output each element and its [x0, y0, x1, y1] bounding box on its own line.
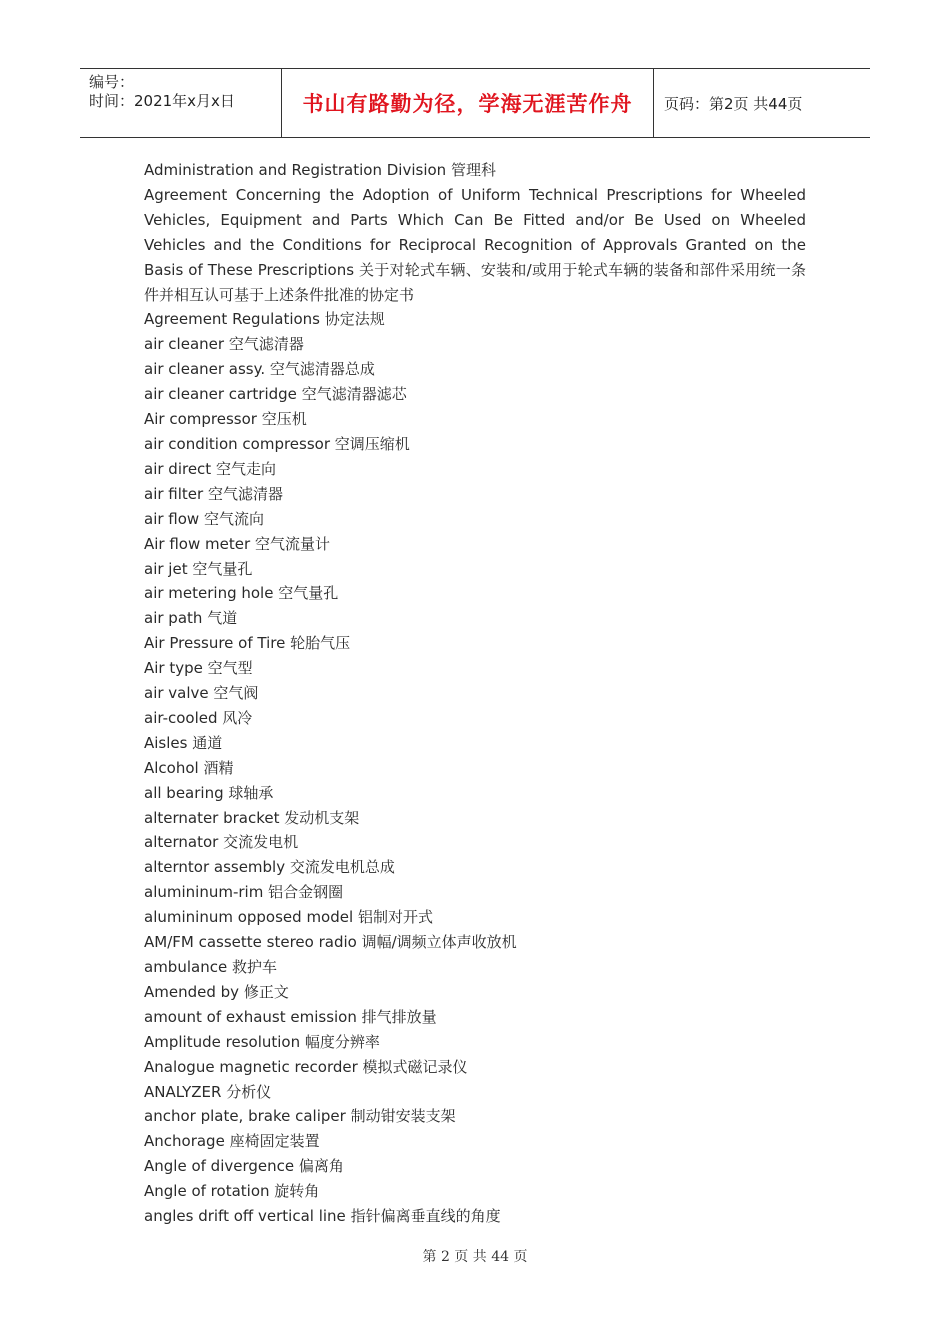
entry-chinese-term: 通道 — [192, 733, 223, 752]
document-number-label: 编号： — [89, 73, 135, 91]
glossary-entry — [144, 756, 806, 781]
entry-english-term: Air type — [144, 659, 203, 678]
entry-english-term: air path — [144, 609, 203, 628]
glossary-entry — [144, 855, 806, 880]
entry-chinese-term: 管理科 — [450, 161, 496, 179]
entry-chinese-term: 气道 — [207, 609, 238, 628]
entry-english-term: air-cooled — [144, 708, 218, 727]
entry-chinese-term: 修正文 — [243, 982, 289, 1001]
entry-english-term: Angle of divergence — [144, 1157, 295, 1176]
entry-chinese-term: 空气型 — [207, 659, 253, 678]
glossary-entry — [144, 507, 806, 532]
entry-english-term: Air Pressure of Tire — [144, 634, 286, 653]
entry-english-term: angles drift off vertical line — [144, 1207, 346, 1226]
entry-chinese-term: 救护车 — [231, 958, 277, 976]
glossary-entry — [144, 955, 806, 980]
glossary-entry — [144, 457, 806, 482]
entry-english-term: air cleaner cartridge — [144, 385, 297, 404]
entry-chinese-term: 空气滤清器总成 — [269, 360, 375, 379]
header-meta — [80, 69, 281, 137]
entry-chinese-term: 制动钳安装支架 — [350, 1107, 456, 1126]
entry-english-term: air direct — [144, 459, 212, 478]
glossary-entry — [144, 830, 806, 855]
entry-chinese-term: 空气流向 — [203, 509, 264, 528]
glossary-entry — [144, 158, 806, 183]
glossary-entry — [144, 631, 806, 656]
entry-chinese-term: 空调压缩机 — [334, 434, 410, 453]
glossary-entry — [144, 930, 806, 955]
entry-chinese-term: 空气滤清器 — [228, 335, 304, 354]
page-header — [80, 68, 870, 138]
header-page-info: 页码：第2页 共44页 — [664, 94, 803, 113]
glossary-entry — [144, 357, 806, 382]
glossary-entry — [144, 606, 806, 631]
entry-english-term: alumininum-rim — [144, 883, 264, 902]
entry-chinese-term: 指针偏离垂直线的角度 — [350, 1207, 501, 1226]
entry-english-term: Agreement Concerning the Adoption of Uniform Technical Prescriptions for Wheeled Vehicles, Equipment and Parts Which Can Be Fitted and/or Be Used on Wheeled Vehicles and the Conditions for Reciprocal Recognition of Approvals Granted on the Basis of These Prescriptions — [144, 185, 806, 279]
entry-english-term: amount of exhaust emission — [144, 1007, 357, 1026]
entry-english-term: air condition compressor — [144, 434, 331, 453]
header-page-info-cell — [654, 69, 870, 137]
glossary-entry — [144, 557, 806, 582]
glossary-entry — [144, 183, 806, 308]
footer-page-number: 第 2 页 共 44 页 — [422, 1249, 528, 1265]
glossary-entry — [144, 656, 806, 681]
glossary-entry — [144, 581, 806, 606]
entry-chinese-term: 空气量孔 — [192, 559, 253, 578]
entry-english-term: ambulance — [144, 958, 228, 976]
glossary-entry — [144, 1080, 806, 1105]
entry-english-term: ANALYZER — [144, 1082, 222, 1101]
entry-chinese-term: 风冷 — [222, 708, 253, 727]
entry-chinese-term: 空气量孔 — [278, 584, 339, 603]
entry-chinese-term: 空气滤清器滤芯 — [301, 385, 407, 404]
entry-english-term: Administration and Registration Division — [144, 161, 447, 179]
glossary-entry — [144, 905, 806, 930]
entry-english-term: AM/FM cassette stereo radio — [144, 933, 357, 952]
glossary-entry — [144, 332, 806, 357]
entry-chinese-term: 调幅/调频立体声收放机 — [361, 933, 517, 952]
glossary-entry — [144, 1104, 806, 1129]
entry-chinese-term: 空气阀 — [213, 684, 259, 703]
entry-chinese-term: 偏离角 — [298, 1157, 344, 1176]
glossary-entry — [144, 980, 806, 1005]
glossary-entry — [144, 781, 806, 806]
entry-chinese-term: 幅度分辨率 — [304, 1032, 380, 1051]
glossary-entry — [144, 1005, 806, 1030]
entry-chinese-term: 空气走向 — [215, 459, 276, 478]
entry-english-term: Air flow meter — [144, 534, 251, 553]
header-motto-cell — [281, 69, 654, 137]
entry-english-term: alternator — [144, 833, 219, 852]
entry-chinese-term: 交流发电机总成 — [289, 858, 395, 877]
document-date: 时间：2021年x月x日 — [89, 92, 235, 110]
glossary-entry — [144, 731, 806, 756]
glossary-entry — [144, 880, 806, 905]
entry-english-term: alternater bracket — [144, 808, 280, 827]
entry-english-term: Amended by — [144, 982, 240, 1001]
entry-chinese-term: 空气滤清器 — [207, 484, 283, 503]
entry-english-term: Agreement Regulations — [144, 310, 320, 329]
glossary-entry — [144, 482, 806, 507]
glossary-entry — [144, 1154, 806, 1179]
glossary-entry — [144, 407, 806, 432]
entry-chinese-term: 关于对轮式车辆、安装和/或用于轮式车辆的装备和部件采用统一条件并相互认可基于上述条件批准的协定书 — [144, 260, 806, 304]
entry-chinese-term: 交流发电机 — [223, 833, 299, 852]
entry-english-term: Angle of rotation — [144, 1182, 270, 1201]
entry-english-term: air jet — [144, 559, 188, 578]
entry-chinese-term: 空气流量计 — [254, 534, 330, 553]
entry-english-term: Air compressor — [144, 410, 257, 429]
entry-english-term: air flow — [144, 509, 200, 528]
entry-chinese-term: 协定法规 — [324, 310, 385, 329]
entry-chinese-term: 分析仪 — [226, 1082, 272, 1101]
entry-english-term: air cleaner — [144, 335, 229, 354]
glossary-entry — [144, 532, 806, 557]
glossary-entry — [144, 806, 806, 831]
glossary-entry — [144, 1204, 806, 1229]
entry-english-term: alterntor assembly — [144, 858, 286, 877]
entry-chinese-term: 球轴承 — [228, 783, 274, 802]
entry-english-term: all bearing — [144, 783, 224, 802]
entry-chinese-term: 铝制对开式 — [357, 908, 433, 927]
glossary-entry — [144, 1129, 806, 1154]
entry-chinese-term: 空压机 — [261, 410, 307, 429]
entry-english-term: alumininum opposed model — [144, 908, 354, 927]
glossary-entry — [144, 681, 806, 706]
glossary-entry — [144, 432, 806, 457]
glossary-entry — [144, 1030, 806, 1055]
entry-chinese-term: 轮胎气压 — [290, 634, 351, 653]
entry-english-term: Aisles — [144, 733, 188, 752]
entry-chinese-term: 旋转角 — [274, 1182, 320, 1201]
entry-chinese-term: 模拟式磁记录仪 — [362, 1057, 468, 1076]
entry-english-term: air valve — [144, 684, 209, 703]
entry-chinese-term: 发动机支架 — [284, 808, 360, 827]
entry-english-term: Analogue magnetic recorder — [144, 1057, 358, 1076]
entry-english-term: air metering hole — [144, 584, 274, 603]
entry-english-term: Anchorage — [144, 1132, 225, 1151]
glossary-entry — [144, 307, 806, 332]
header-motto: 书山有路勤为径，学海无涯苦作舟 — [302, 91, 633, 116]
glossary-entry — [144, 1179, 806, 1204]
entry-english-term: Amplitude resolution — [144, 1032, 301, 1051]
entry-english-term: anchor plate, brake caliper — [144, 1107, 346, 1126]
glossary-entry — [144, 1055, 806, 1080]
glossary-entry — [144, 382, 806, 407]
entry-chinese-term: 排气排放量 — [361, 1007, 437, 1026]
entry-chinese-term: 酒精 — [203, 758, 234, 777]
glossary-list — [144, 158, 806, 1229]
entry-english-term: Alcohol — [144, 758, 199, 777]
entry-chinese-term: 铝合金钢圈 — [268, 883, 344, 902]
entry-english-term: air cleaner assy. — [144, 360, 266, 379]
glossary-entry — [144, 706, 806, 731]
entry-chinese-term: 座椅固定装置 — [229, 1132, 320, 1151]
page-footer — [0, 1246, 950, 1266]
entry-english-term: air filter — [144, 484, 204, 503]
